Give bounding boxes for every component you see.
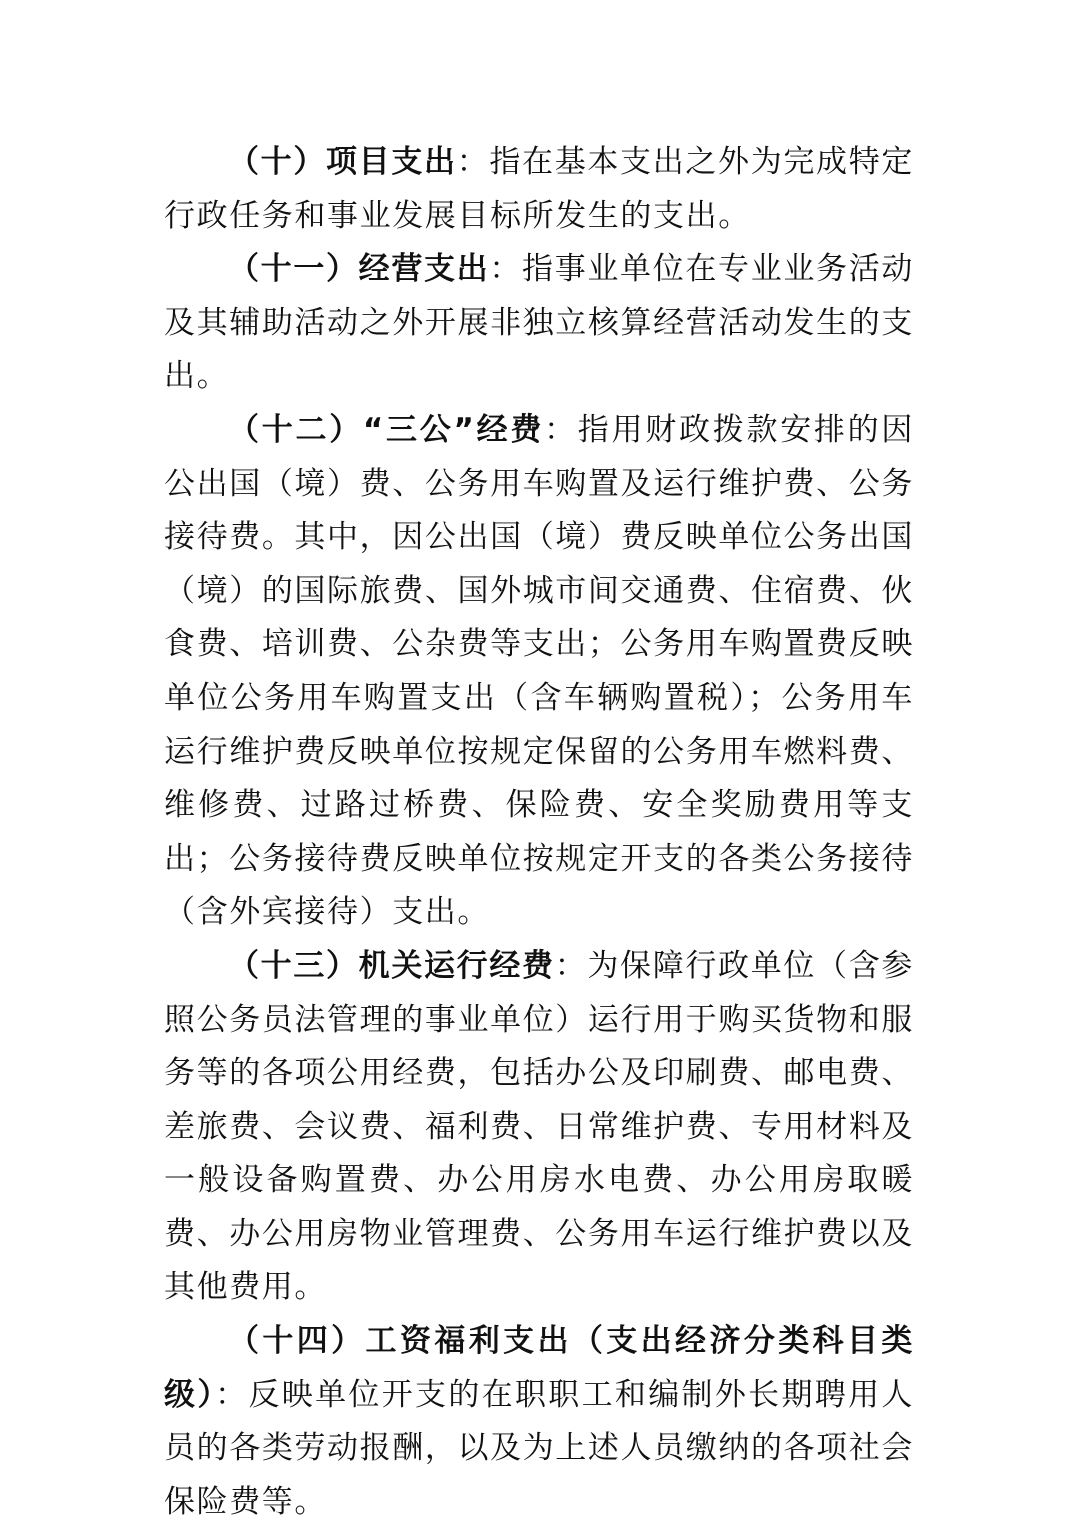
paragraph-operating-expenditure <box>164 243 914 404</box>
definition-three-public-expenses: ：指用财政拨款安排的因公出国（境）费、公务用车购置及运行维护费、公务接待费。其中，因公出国（境）费反映单位公务出国（境）的国际旅费、国外城市间交通费、住宿费、伙食费、培训费、公杂费等支出；公务用车购置费反映单位公务用车购置支出（含车辆购置税）；公务用车运行维护费反映单位按规定保留的公务用车燃料费、维修费、过路过桥费、保险费、安全奖励费用等支出；公务接待费反映单位按规定开支的各类公务接待（含外宾接待）支出。 <box>164 411 914 931</box>
definition-wages-welfare: ：反映单位开支的在职职工和编制外长期聘用人员的各类劳动报酬，以及为上述人员缴纳的各项社会保险费等。 <box>164 1376 914 1520</box>
paragraph-project-expenditure <box>164 136 914 243</box>
term-agency-operating-costs: （十三）机关运行经费 <box>228 947 555 984</box>
definition-project-expenditure: ：指在基本支出之外为完成特定行政任务和事业发展目标所发生的支出。 <box>164 144 914 234</box>
term-three-public-expenses: （十二）“三公”经费 <box>228 411 545 448</box>
paragraph-agency-operating-costs <box>164 940 914 1315</box>
term-operating-expenditure: （十一）经营支出 <box>228 251 490 288</box>
definition-agency-operating-costs: ：为保障行政单位（含参照公务员法管理的事业单位）运行用于购买货物和服务等的各项公用经费，包括办公及印刷费、邮电费、差旅费、会议费、福利费、日常维护费、专用材料及一般设备购置费、办公用房水电费、办公用房取暖费、办公用房物业管理费、公务用车运行维护费以及其他费用。 <box>164 947 914 1306</box>
paragraph-three-public-expenses <box>164 404 914 940</box>
term-wages-welfare: （十四）工资福利支出（支出经济分类科目类级） <box>164 1323 914 1413</box>
document-body <box>164 136 914 1529</box>
term-project-expenditure: （十）项目支出 <box>228 144 457 180</box>
definition-operating-expenditure: ：指事业单位在专业业务活动及其辅助活动之外开展非独立核算经营活动发生的支出。 <box>164 251 914 395</box>
paragraph-wages-welfare <box>164 1315 914 1529</box>
